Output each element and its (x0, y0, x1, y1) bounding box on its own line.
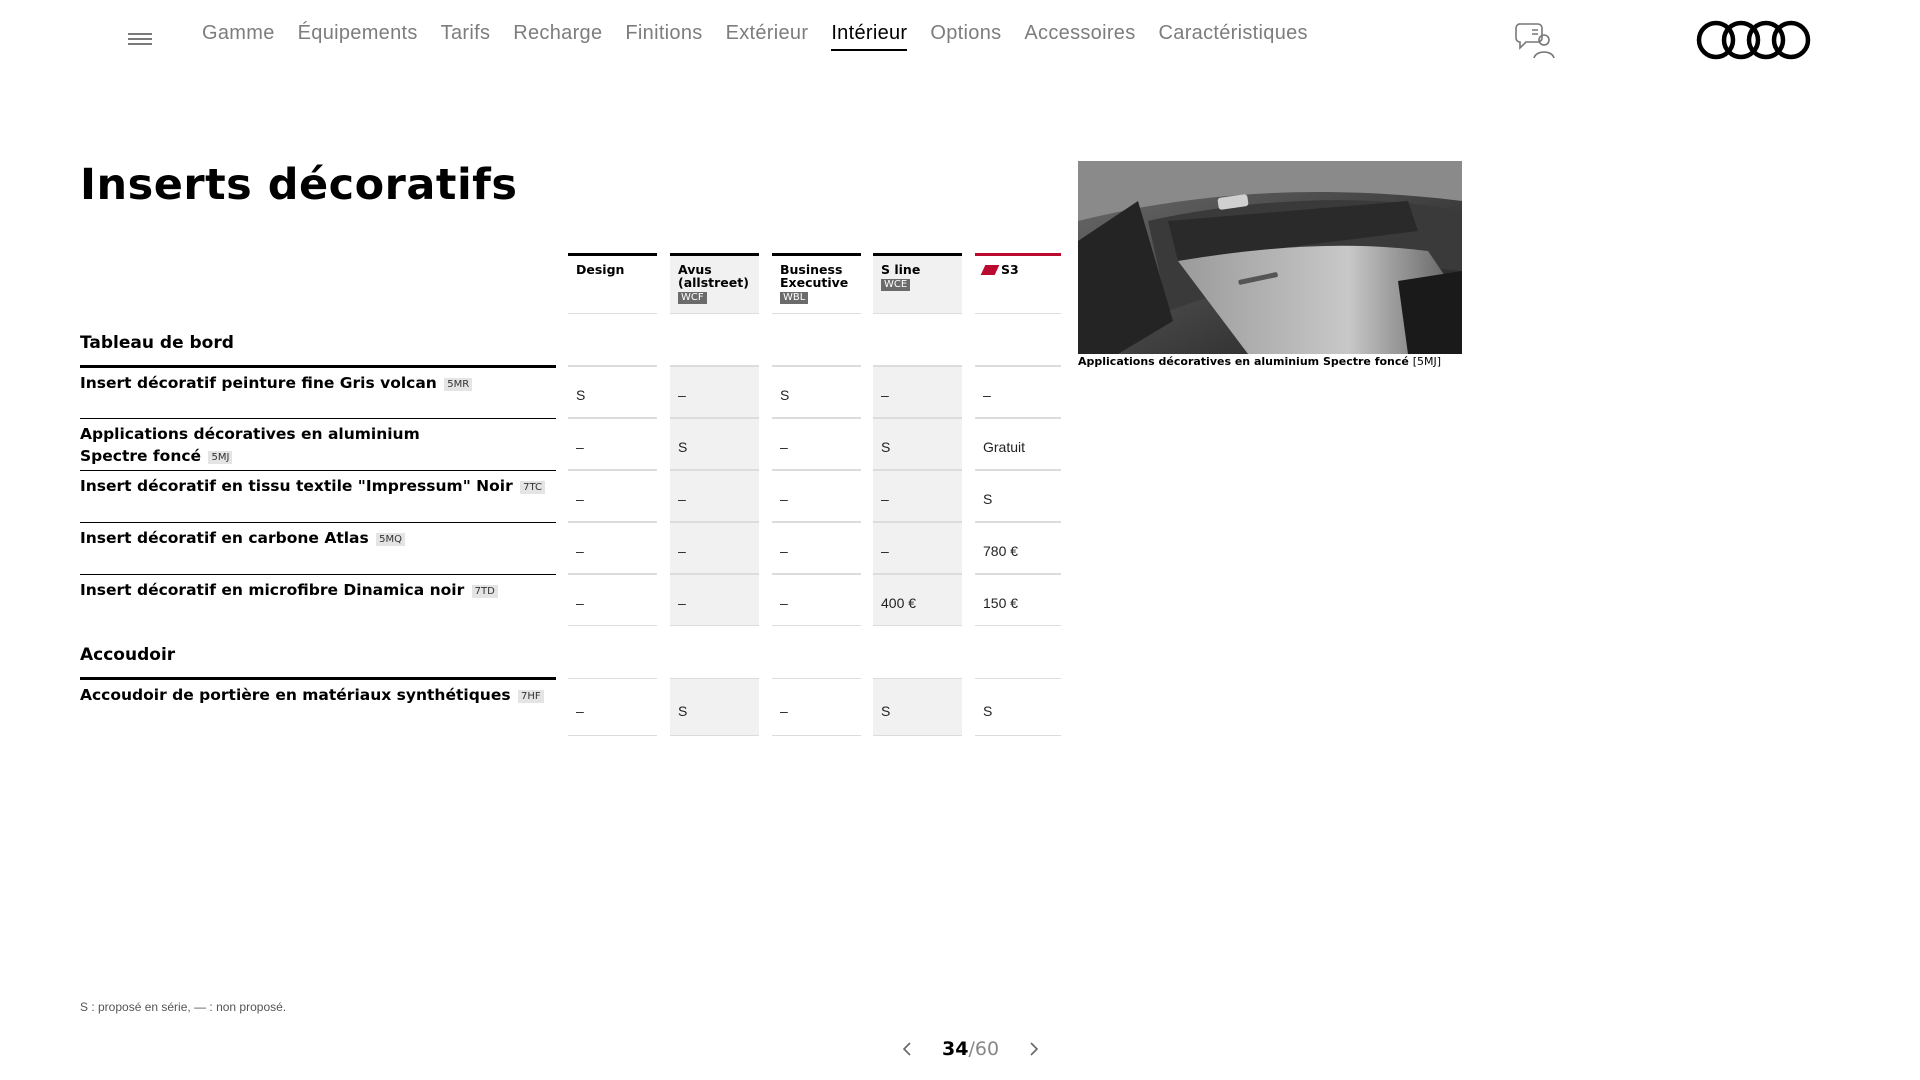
row-label-text: Insert décoratif en microfibre Dinamica noir (80, 581, 465, 599)
nav-item-options[interactable]: Options (930, 22, 1002, 44)
table-cell: Gratuit (975, 418, 1061, 470)
column-header-avus (670, 253, 759, 314)
table-cell: – (568, 522, 657, 574)
chat-contact-icon[interactable] (1512, 18, 1560, 62)
table-cell: – (568, 418, 657, 470)
photo-caption (1078, 355, 1441, 368)
row-divider (80, 418, 556, 419)
row-label-text: Insert décoratif peinture fine Gris volcan (80, 374, 437, 392)
nav-item-caracteristiques[interactable]: Caractéristiques (1158, 22, 1308, 44)
spacer-cell (975, 314, 1061, 366)
option-code: 5MJ (208, 451, 232, 464)
hamburger-menu-icon[interactable] (128, 30, 152, 50)
page-title: Inserts décoratifs (80, 160, 518, 210)
table-cell: – (772, 574, 861, 626)
nav-items (202, 22, 1308, 51)
row-label (80, 522, 556, 574)
nav-item-equipements[interactable]: Équipements (297, 22, 418, 44)
table-cell: – (772, 418, 861, 470)
table-cell: 150 € (975, 574, 1061, 626)
table-cell: – (772, 522, 861, 574)
table-cell: – (975, 366, 1061, 418)
table-cell: S (772, 366, 861, 418)
total-pages: /60 (968, 1038, 1000, 1060)
table-cell: – (568, 678, 657, 736)
column-name: Design (576, 262, 625, 277)
option-code: 5MR (444, 378, 472, 391)
interior-trim-photo (1078, 161, 1462, 354)
column-name: S line (881, 262, 921, 277)
column-code-badge: WBL (780, 292, 808, 304)
row-label (80, 574, 556, 626)
table-cell: S (975, 678, 1061, 736)
table-cell: 400 € (873, 574, 962, 626)
s-model-badge-icon (981, 265, 1000, 275)
nav-item-tarifs[interactable]: Tarifs (440, 22, 491, 44)
current-page: 34 (942, 1038, 969, 1060)
table-cell: S (873, 678, 962, 736)
page-indicator (942, 1038, 999, 1060)
row-label-text: Insert décoratif en carbone Atlas (80, 529, 369, 547)
column-header-s3 (975, 253, 1061, 314)
table-cell: – (568, 574, 657, 626)
table-cell: – (670, 366, 759, 418)
nav-item-gamme[interactable]: Gamme (202, 22, 275, 44)
table-cell: S (670, 418, 759, 470)
nav-item-accessoires[interactable]: Accessoires (1024, 22, 1136, 44)
top-navigation (0, 0, 1920, 80)
table-cell: S (975, 470, 1061, 522)
section-title-tableau-de-bord: Tableau de bord (80, 333, 234, 353)
legend-footnote: S : proposé en série, — : non proposé. (80, 1000, 287, 1014)
spacer-cell (772, 314, 861, 366)
table-cell: – (873, 522, 962, 574)
row-label (80, 677, 556, 735)
table-cell: S (568, 366, 657, 418)
table-cell: – (873, 366, 962, 418)
table-cell: – (670, 470, 759, 522)
spacer-cell (873, 314, 962, 366)
table-cell: – (670, 522, 759, 574)
nav-item-exterieur[interactable]: Extérieur (725, 22, 809, 44)
column-name: Avus (allstreet) (678, 262, 749, 290)
chevron-left-icon[interactable] (900, 1041, 914, 1057)
table-cell: – (873, 470, 962, 522)
option-code: 7HF (518, 690, 544, 703)
table-cell: – (772, 678, 861, 736)
nav-item-finitions[interactable]: Finitions (625, 22, 703, 44)
row-label-text: Accoudoir de portière en matériaux synthétiques (80, 686, 511, 704)
audi-logo[interactable] (1694, 18, 1816, 62)
column-header-business-executive (772, 253, 861, 314)
table-cell: – (772, 470, 861, 522)
section-title-accoudoir: Accoudoir (80, 645, 176, 665)
row-label (80, 418, 430, 470)
row-label (80, 365, 556, 417)
column-code-badge: WCE (881, 279, 910, 291)
option-code: 7TC (520, 481, 545, 494)
table-cell: 780 € (975, 522, 1061, 574)
row-label-text: Applications décoratives en aluminium Spectre foncé (80, 425, 420, 465)
table-cell: S (670, 678, 759, 736)
row-label (80, 470, 556, 522)
nav-item-interieur[interactable]: Intérieur (831, 22, 907, 51)
photo-caption-code: [5MJ] (1412, 355, 1442, 368)
table-cell: – (670, 574, 759, 626)
column-header-design (568, 253, 657, 314)
table-cell: S (873, 418, 962, 470)
column-code-badge: WCF (678, 292, 707, 304)
column-name: Business Executive (780, 262, 849, 290)
nav-item-recharge[interactable]: Recharge (513, 22, 603, 44)
spacer-cell (670, 314, 759, 366)
option-code: 7TD (472, 585, 498, 598)
option-code: 5MQ (376, 533, 405, 546)
table-cell: – (568, 470, 657, 522)
column-header-s-line (873, 253, 962, 314)
column-name: S3 (1001, 262, 1019, 277)
row-label-text: Insert décoratif en tissu textile "Impressum" Noir (80, 477, 513, 495)
pagination (900, 1038, 1041, 1060)
photo-caption-text: Applications décoratives en aluminium Spectre foncé (1078, 355, 1409, 368)
chevron-right-icon[interactable] (1027, 1041, 1041, 1057)
spacer-cell (568, 314, 657, 366)
